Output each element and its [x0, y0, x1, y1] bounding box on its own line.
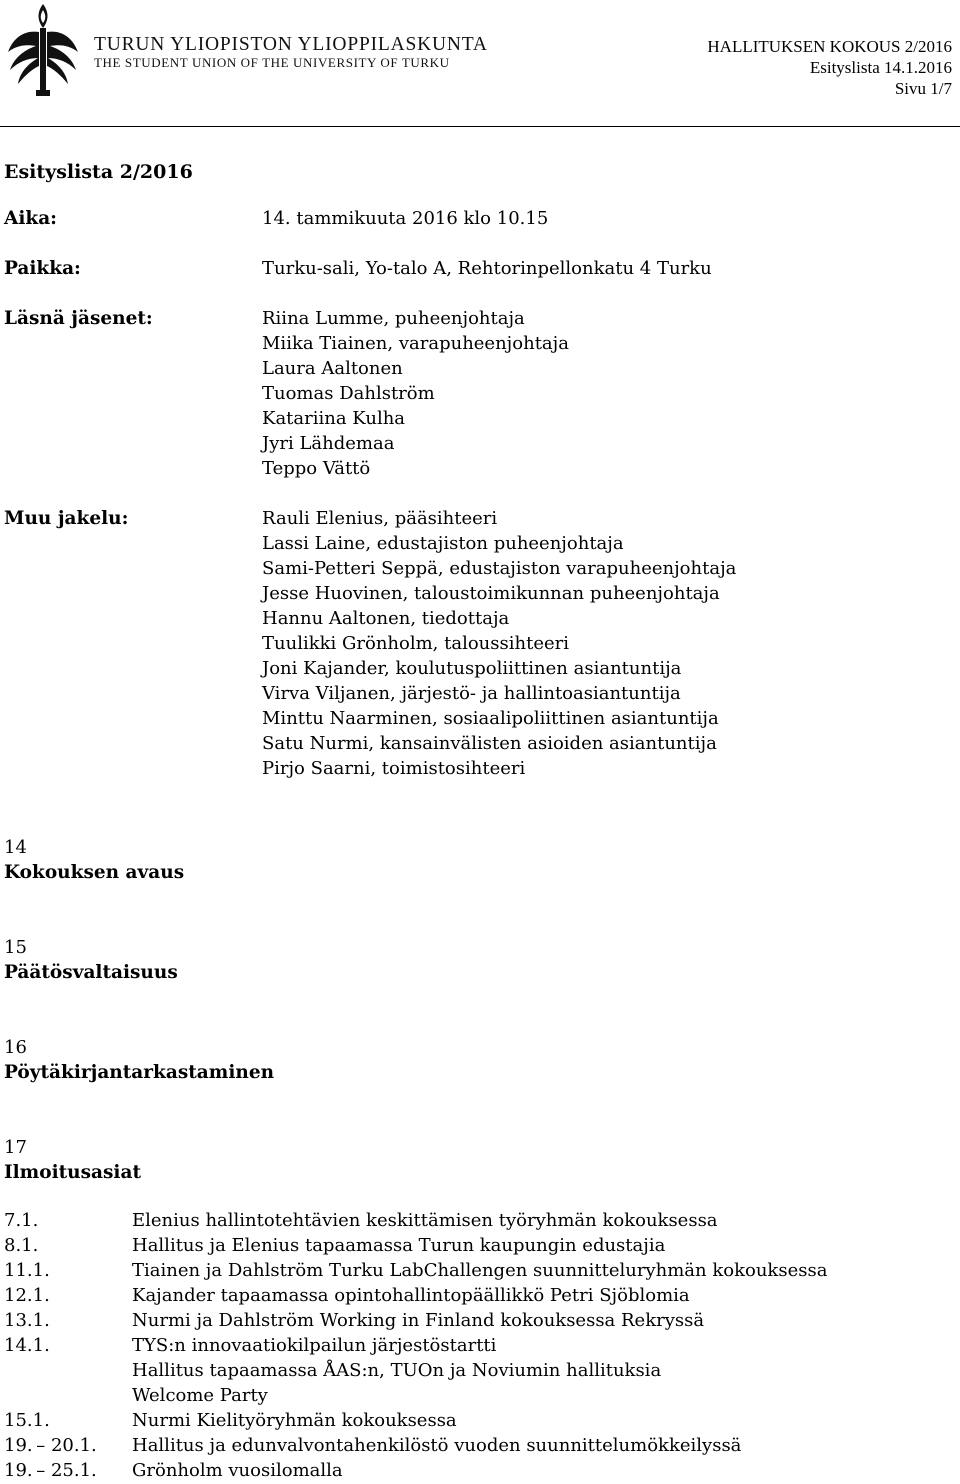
- announcement-row: [4, 1233, 954, 1258]
- distribution-person: Sami-Petteri Seppä, edustajiston varapuheenjohtaja: [262, 558, 737, 579]
- announcement-text: Hallitus tapaamassa ÅAS:n, TUOn ja Noviumin hallituksia: [132, 1360, 662, 1381]
- agenda-item-number: 14: [4, 837, 27, 858]
- announcement-date: [4, 1383, 132, 1408]
- place-value: Turku-sali, Yo-talo A, Rehtorinpellonkatu 4 Turku: [262, 258, 712, 279]
- agenda-item-title: Ilmoitusasiat: [4, 1162, 141, 1183]
- announcement-date: 7.1.: [4, 1210, 39, 1231]
- announcement-row: [4, 1208, 954, 1233]
- agenda-item: [4, 836, 954, 886]
- present-members-field: [4, 306, 954, 481]
- agenda-items: [4, 836, 954, 1202]
- page-header: [0, 0, 960, 128]
- agenda-date: Esityslista 14.1.2016: [809, 58, 952, 77]
- present-member: Katariina Kulha: [262, 408, 406, 429]
- announcement-row: [4, 1408, 954, 1433]
- distribution-person: Satu Nurmi, kansainvälisten asioiden asiantuntija: [262, 733, 717, 754]
- agenda-item: [4, 1136, 954, 1186]
- agenda-item-title: Pöytäkirjantarkastaminen: [4, 1062, 275, 1083]
- agenda-item-title: Kokouksen avaus: [4, 862, 185, 883]
- announcement-text: Grönholm vuosilomalla: [132, 1460, 343, 1481]
- announcement-date: 19. – 20.1.: [4, 1435, 97, 1456]
- document-title: Esityslista 2/2016: [4, 161, 193, 183]
- page-number: Sivu 1/7: [894, 79, 952, 98]
- distribution-person: Jesse Huovinen, taloustoimikunnan puheenjohtaja: [262, 583, 720, 604]
- announcement-text: Hallitus ja edunvalvontahenkilöstö vuoden suunnittelumökkeilyssä: [132, 1435, 742, 1456]
- distribution-person: Pirjo Saarni, toimistosihteeri: [262, 758, 526, 779]
- announcement-date: 8.1.: [4, 1235, 39, 1256]
- agenda-item-number: 16: [4, 1037, 27, 1058]
- present-member: Teppo Vättö: [262, 458, 371, 479]
- org-name-english: THE STUDENT UNION OF THE UNIVERSITY OF TURKU: [94, 55, 450, 70]
- announcement-date: 13.1.: [4, 1310, 50, 1331]
- time-label: Aika:: [4, 208, 58, 229]
- distribution-person: Hannu Aaltonen, tiedottaja: [262, 608, 510, 629]
- present-member: Jyri Lähdemaa: [262, 433, 395, 454]
- announcement-row: [4, 1283, 954, 1308]
- announcement-row: [4, 1433, 954, 1458]
- announcement-text: Nurmi Kielityöryhmän kokouksessa: [132, 1410, 457, 1431]
- announcement-date: 12.1.: [4, 1285, 50, 1306]
- agenda-document: [4, 160, 954, 806]
- distribution-label: Muu jakelu:: [4, 508, 129, 529]
- present-member: Tuomas Dahlström: [262, 383, 435, 404]
- announcement-text: Nurmi ja Dahlström Working in Finland kokouksessa Rekryssä: [132, 1310, 705, 1331]
- announcement-row: [4, 1333, 954, 1358]
- time-field: [4, 206, 954, 231]
- announcement-row: [4, 1308, 954, 1333]
- announcement-row: [4, 1383, 954, 1408]
- distribution-person: Minttu Naarminen, sosiaalipoliittinen asiantuntija: [262, 708, 719, 729]
- distribution-field: [4, 506, 954, 781]
- distribution-person: Lassi Laine, edustajiston puheenjohtaja: [262, 533, 624, 554]
- announcements-list: [4, 1208, 954, 1483]
- announcement-text: Hallitus ja Elenius tapaamassa Turun kaupungin edustajia: [132, 1235, 666, 1256]
- present-member: Miika Tiainen, varapuheenjohtaja: [262, 333, 569, 354]
- agenda-item-number: 17: [4, 1137, 27, 1158]
- agenda-item: [4, 936, 954, 986]
- present-list: [262, 306, 954, 481]
- distribution-list: [262, 506, 954, 781]
- announcement-date: [4, 1358, 132, 1383]
- announcement-row: [4, 1358, 954, 1383]
- agenda-item: [4, 1036, 954, 1086]
- distribution-person: Tuulikki Grönholm, taloussihteeri: [262, 633, 569, 654]
- present-label: Läsnä jäsenet:: [4, 308, 153, 329]
- agenda-item-number: 15: [4, 937, 27, 958]
- announcement-text: TYS:n innovaatiokilpailun järjestöstartti: [132, 1335, 497, 1356]
- distribution-person: Joni Kajander, koulutuspoliittinen asiantuntija: [262, 658, 682, 679]
- document-meta: [707, 36, 952, 99]
- agenda-item-title: Päätösvaltaisuus: [4, 962, 178, 983]
- distribution-person: Rauli Elenius, pääsihteeri: [262, 508, 498, 529]
- announcement-row: [4, 1458, 954, 1483]
- announcement-row: [4, 1258, 954, 1283]
- announcement-date: 11.1.: [4, 1260, 50, 1281]
- present-member: Laura Aaltonen: [262, 358, 403, 379]
- distribution-person: Virva Viljanen, järjestö- ja hallintoasiantuntija: [262, 683, 681, 704]
- announcement-date: 19. – 25.1.: [4, 1460, 97, 1481]
- org-name-finnish: TURUN YLIOPISTON YLIOPPILASKUNTA: [94, 34, 488, 55]
- announcement-date: 14.1.: [4, 1335, 50, 1356]
- announcement-text: Tiainen ja Dahlström Turku LabChallengen suunnitteluryhmän kokouksessa: [132, 1260, 828, 1281]
- announcement-text: Kajander tapaamassa opintohallintopäällikkö Petri Sjöblomia: [132, 1285, 690, 1306]
- announcement-date: 15.1.: [4, 1410, 50, 1431]
- announcement-text: Welcome Party: [132, 1385, 268, 1406]
- time-value: 14. tammikuuta 2016 klo 10.15: [262, 208, 549, 229]
- place-label: Paikka:: [4, 258, 81, 279]
- header-divider: [0, 126, 960, 127]
- student-union-logo-icon: [6, 2, 80, 98]
- present-member: Riina Lumme, puheenjohtaja: [262, 308, 525, 329]
- meeting-title: HALLITUKSEN KOKOUS 2/2016: [707, 37, 952, 56]
- announcement-text: Elenius hallintotehtävien keskittämisen työryhmän kokouksessa: [132, 1210, 718, 1231]
- place-field: [4, 256, 954, 281]
